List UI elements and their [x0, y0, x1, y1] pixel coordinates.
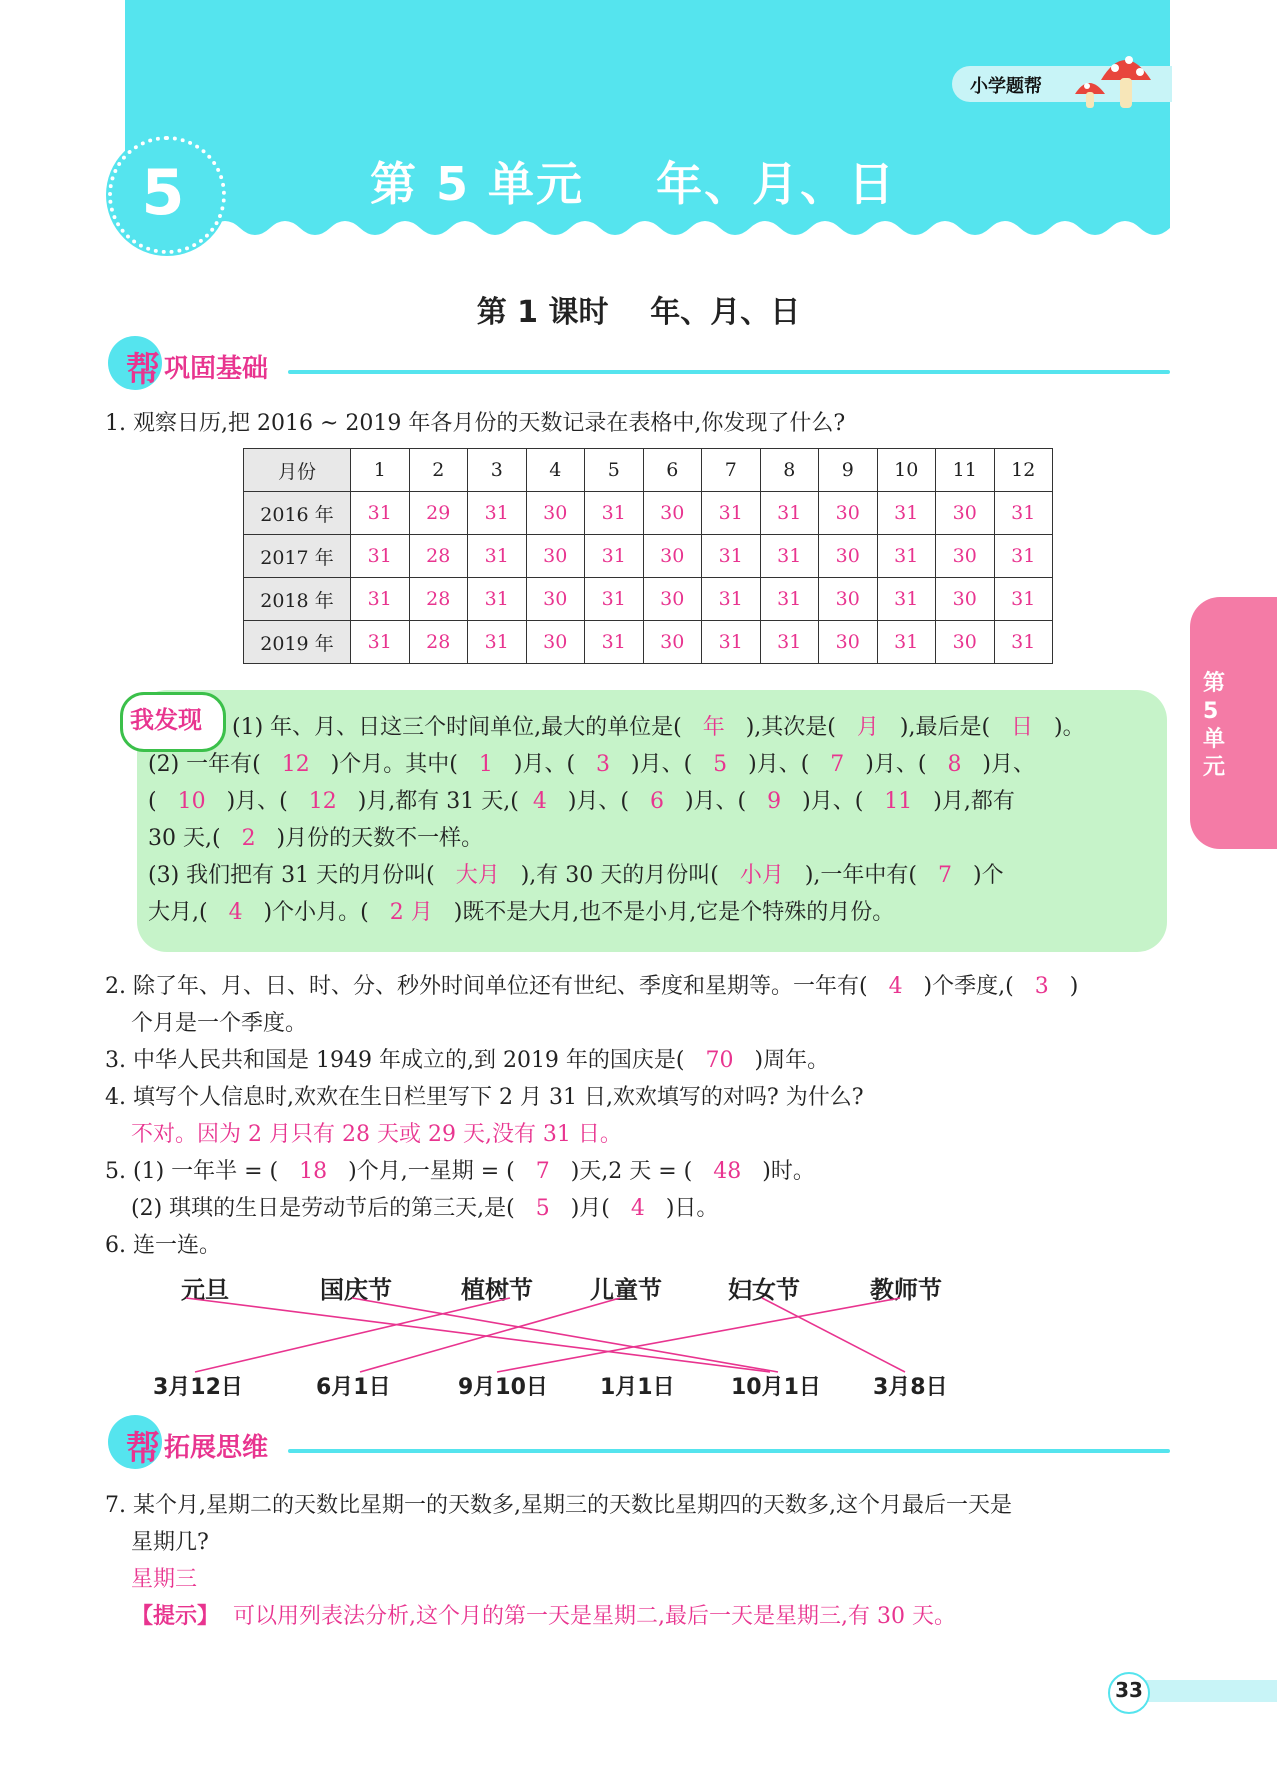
days-cell: 31 [877, 621, 936, 664]
days-cell: 31 [351, 621, 410, 664]
festival-label: 元旦 [181, 1276, 229, 1304]
days-cell: 31 [994, 492, 1053, 535]
answer: 年 [702, 715, 725, 740]
days-cell: 31 [585, 578, 644, 621]
days-cell: 31 [702, 578, 761, 621]
days-cell: 31 [877, 578, 936, 621]
days-cell: 31 [585, 492, 644, 535]
days-cell: 31 [468, 535, 527, 578]
year-cell: 2019 年 [244, 621, 351, 664]
answer: 18 [299, 1159, 328, 1184]
answer: 7 [535, 1159, 550, 1184]
hint-text: 可以用列表法分析,这个月的第一天是星期二,最后一天是星期三,有 30 天。 [233, 1604, 956, 1629]
hint-label: 【提示】 [131, 1604, 220, 1629]
days-cell: 31 [351, 578, 410, 621]
days-cell: 31 [585, 621, 644, 664]
question-2-line-1: 2. 除了年、月、日、时、分、秒外时间单位还有世纪、季度和星期等。一年有( 4 )个季度,( 3 ) [105, 974, 1079, 999]
discover-part-2-line-3: 30 天,( 2 )月份的天数不一样。 [148, 826, 484, 851]
match-line [186, 1298, 770, 1372]
days-cell: 30 [526, 535, 585, 578]
answer: 6 [649, 789, 664, 814]
festival-label: 儿童节 [590, 1276, 662, 1304]
days-cell: 31 [468, 621, 527, 664]
table-header-cell: 7 [702, 449, 761, 492]
answer: 9 [767, 789, 782, 814]
table-header-cell: 11 [936, 449, 995, 492]
days-cell: 30 [819, 492, 878, 535]
answer: 4 [630, 1196, 645, 1221]
question-4: 4. 填写个人信息时,欢欢在生日栏里写下 2 月 31 日,欢欢填写的对吗? 为什么? [105, 1085, 864, 1110]
lesson-title: 第 1 课时 年、月、日 [476, 295, 801, 330]
days-cell: 30 [643, 621, 702, 664]
unit-title: 第 5 单元 年、月、日 [370, 157, 897, 211]
discover-part-3-line-1: (3) 我们把有 31 天的月份叫( 大月 ),有 30 天的月份叫( 小月 ),一年中有( 7 )个 [148, 863, 1004, 888]
table-row [244, 578, 1053, 621]
days-cell: 31 [351, 535, 410, 578]
section-basic-header [108, 336, 1170, 396]
year-cell: 2017 年 [244, 535, 351, 578]
divider [288, 370, 1170, 374]
table-row [244, 535, 1053, 578]
days-cell: 30 [526, 578, 585, 621]
festival-label: 植树节 [461, 1276, 533, 1304]
table-header-cell: 9 [819, 449, 878, 492]
date-label: 3月8日 [873, 1375, 948, 1400]
table-header-cell: 4 [526, 449, 585, 492]
days-cell: 31 [994, 621, 1053, 664]
question-7-answer: 星期三 [131, 1567, 198, 1592]
side-tab-label: 第5单元 [1203, 671, 1226, 780]
answer: 4 [532, 789, 547, 814]
page-number: 33 [1115, 1678, 1143, 1702]
days-cell: 28 [409, 578, 468, 621]
table-header-cell: 10 [877, 449, 936, 492]
days-cell: 30 [819, 535, 878, 578]
days-cell: 31 [702, 621, 761, 664]
question-6: 6. 连一连。 [105, 1233, 221, 1258]
days-cell: 31 [351, 492, 410, 535]
days-cell: 31 [468, 578, 527, 621]
festival-label: 国庆节 [320, 1276, 392, 1304]
answer: 2 [241, 826, 256, 851]
brand-name: 小学题帮 [970, 76, 1042, 97]
discover-badge-label: 我发现 [130, 706, 202, 734]
discover-part-2-line-1: (2) 一年有( 12 )个月。其中( 1 )月、( 3 )月、( 5 )月、( 7 )月、( 8 )月、 [148, 752, 1036, 777]
match-line [497, 1298, 900, 1372]
answer: 3 [596, 752, 611, 777]
days-cell: 29 [409, 492, 468, 535]
days-cell: 30 [526, 621, 585, 664]
question-7-line-1: 7. 某个月,星期二的天数比星期一的天数多,星期三的天数比星期四的天数多,这个月最后一天是 [105, 1493, 1012, 1518]
table-header-cell: 12 [994, 449, 1053, 492]
question-3: 3. 中华人民共和国是 1949 年成立的,到 2019 年的国庆是( 70 )周年。 [105, 1048, 830, 1073]
question-4-answer: 不对。因为 2 月只有 28 天或 29 天,没有 31 日。 [131, 1122, 622, 1147]
answer: 48 [713, 1159, 742, 1184]
question-7-line-2: 星期几? [131, 1530, 209, 1555]
answer: 大月 [455, 863, 500, 888]
date-label: 10月1日 [731, 1375, 821, 1400]
question-5-part-1: 5. (1) 一年半 = ( 18 )个月,一星期 = ( 7 )天,2 天 = ( 48 )时。 [105, 1159, 815, 1184]
match-line [195, 1298, 510, 1372]
section-badge-label: 帮 [126, 350, 160, 390]
section-extend-header [108, 1415, 1170, 1475]
days-cell: 31 [994, 578, 1053, 621]
days-cell: 31 [760, 492, 819, 535]
discover-part-1: (1) 年、月、日这三个时间单位,最大的单位是( 年 ),其次是( 月 ),最后是( 日 )。 [232, 715, 1085, 740]
mushroom-icon [1065, 46, 1155, 116]
answer: 8 [947, 752, 962, 777]
page-number-bar [1130, 1680, 1277, 1702]
days-cell: 31 [702, 535, 761, 578]
answer: 12 [281, 752, 310, 777]
days-cell: 28 [409, 621, 468, 664]
days-cell: 30 [643, 535, 702, 578]
table-header-cell: 3 [468, 449, 527, 492]
festival-label: 妇女节 [728, 1276, 800, 1304]
discover-part-2-line-2: ( 10 )月、( 12 )月,都有 31 天,( 4 )月、( 6 )月、( 9 )月、( 11 )月,都有 [148, 789, 1015, 814]
days-cell: 31 [760, 535, 819, 578]
question-1: 1. 观察日历,把 2016 ~ 2019 年各月份的天数记录在表格中,你发现了什么? [105, 411, 846, 436]
match-line [762, 1298, 905, 1372]
days-cell: 31 [760, 621, 819, 664]
days-cell: 30 [819, 578, 878, 621]
calendar-table [243, 448, 1053, 664]
days-cell: 30 [819, 621, 878, 664]
days-cell: 31 [585, 535, 644, 578]
date-label: 3月12日 [153, 1375, 243, 1400]
answer: 70 [705, 1048, 734, 1073]
days-cell: 30 [936, 492, 995, 535]
answer: 5 [535, 1196, 550, 1221]
date-label: 6月1日 [316, 1375, 391, 1400]
answer: 4 [228, 900, 243, 925]
days-cell: 31 [760, 578, 819, 621]
days-cell: 30 [643, 492, 702, 535]
days-cell: 31 [468, 492, 527, 535]
answer: 7 [938, 863, 952, 888]
answer: 5 [713, 752, 728, 777]
table-header-cell: 6 [643, 449, 702, 492]
discover-part-3-line-2: 大月,( 4 )个小月。( 2 月 )既不是大月,也不是小月,它是个特殊的月份。 [148, 900, 895, 925]
table-header-cell: 5 [585, 449, 644, 492]
divider [288, 1449, 1170, 1453]
date-label: 9月10日 [458, 1375, 548, 1400]
table-header-cell: 1 [351, 449, 410, 492]
days-cell: 30 [526, 492, 585, 535]
question-7-hint [131, 1602, 956, 1632]
answer: 3 [1034, 974, 1049, 999]
table-header-cell: 8 [760, 449, 819, 492]
answer: 小月 [739, 863, 784, 888]
table-row [244, 621, 1053, 664]
question-2-line-2: 个月是一个季度。 [131, 1011, 308, 1036]
table-header-cell: 2 [409, 449, 468, 492]
year-cell: 2018 年 [244, 578, 351, 621]
answer: 2 月 [389, 900, 433, 925]
answer: 12 [308, 789, 337, 814]
days-cell: 30 [936, 535, 995, 578]
days-cell: 31 [877, 535, 936, 578]
question-5-part-2: (2) 琪琪的生日是劳动节后的第三天,是( 5 )月( 4 )日。 [131, 1196, 719, 1221]
date-label: 1月1日 [600, 1375, 675, 1400]
days-cell: 30 [936, 621, 995, 664]
days-cell: 31 [702, 492, 761, 535]
table-row [244, 492, 1053, 535]
days-cell: 30 [936, 578, 995, 621]
answer: 4 [888, 974, 903, 999]
section-title: 拓展思维 [164, 1433, 269, 1463]
match-line [360, 1298, 620, 1372]
year-cell: 2016 年 [244, 492, 351, 535]
answer: 1 [478, 752, 493, 777]
answer: 日 [1011, 715, 1034, 740]
unit-number: 5 [141, 156, 185, 229]
answer: 月 [856, 715, 879, 740]
answer: 10 [177, 789, 206, 814]
days-cell: 31 [994, 535, 1053, 578]
section-title: 巩固基础 [164, 354, 269, 384]
days-cell: 31 [877, 492, 936, 535]
section-badge-label: 帮 [126, 1429, 160, 1469]
table-header-row [244, 449, 1053, 492]
answer: 7 [830, 752, 845, 777]
days-cell: 28 [409, 535, 468, 578]
answer: 11 [884, 789, 913, 814]
match-line [352, 1298, 778, 1372]
days-cell: 30 [643, 578, 702, 621]
festival-label: 教师节 [870, 1276, 942, 1304]
table-header-cell: 月份 [244, 449, 351, 492]
